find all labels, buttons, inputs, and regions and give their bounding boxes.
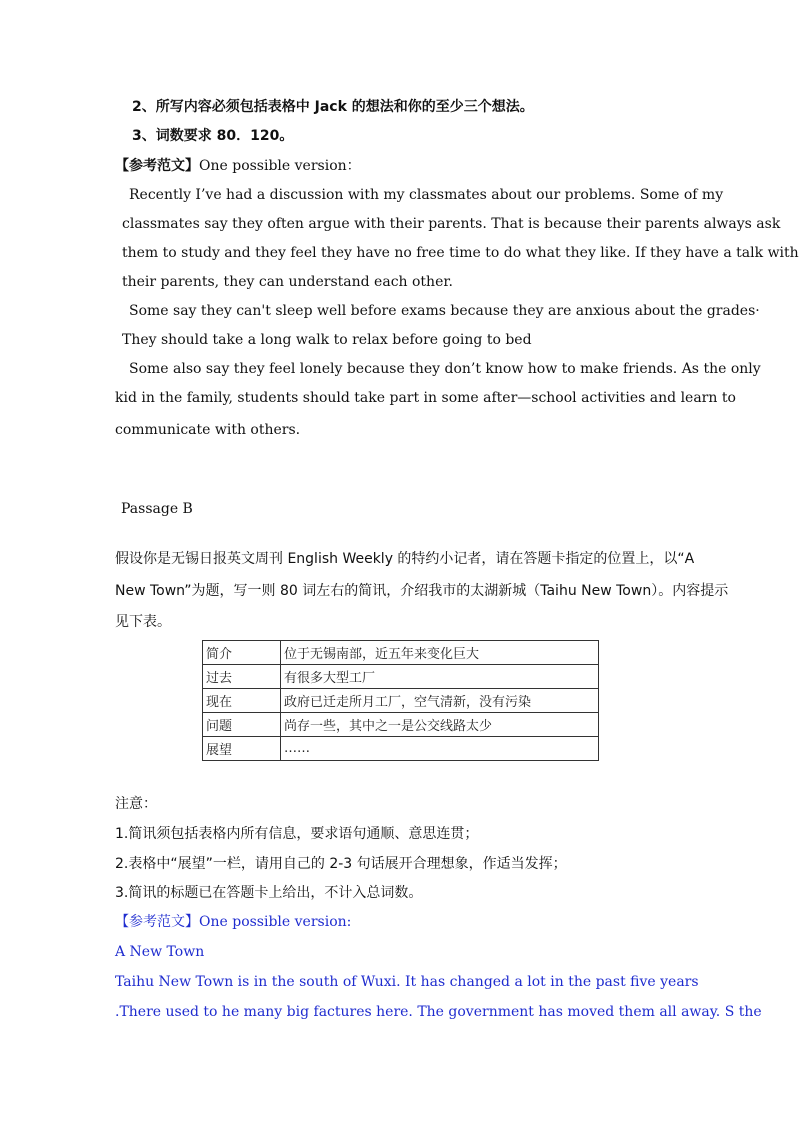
table-key: 简介 — [203, 641, 281, 665]
table-row — [203, 641, 599, 665]
essay-line: They should take a long walk to relax before going to bed — [122, 332, 532, 348]
table-value: 尚存一些，其中之一是公交线路太少 — [281, 713, 599, 737]
table-value: 政府已迁走所月工厂，空气清新，没有污染 — [281, 689, 599, 713]
sample-tag: 【参考范文】 — [115, 158, 199, 174]
essay-line: Some say they can't sleep well before exams because they are anxious about the grades· — [129, 303, 760, 319]
table-key: 展望 — [203, 737, 281, 761]
table-value: …… — [281, 737, 599, 761]
table-value: 位于无锡南部，近五年来变化巨大 — [281, 641, 599, 665]
note-item: 1.简讯须包括表格内所有信息，要求语句通顺、意思连贯； — [115, 826, 479, 842]
sample-label: One possible version: — [199, 914, 352, 930]
requirement-2: 2、所写内容必须包括表格中 Jack 的想法和你的至少三个想法。 — [132, 99, 534, 115]
prompt-line: 见下表。 — [115, 614, 171, 630]
essay-line: Recently I’ve had a discussion with my classmates about our problems. Some of my — [129, 187, 724, 203]
sample-line: .There used to he many big factures here. The government has moved them all away. S the — [115, 1004, 762, 1020]
sample-heading-b — [115, 913, 351, 931]
table-row — [203, 713, 599, 737]
table-row — [203, 689, 599, 713]
content-table — [202, 640, 599, 761]
table-row — [203, 737, 599, 761]
requirement-3: 3、词数要求 80．120。 — [132, 128, 294, 144]
table-row — [203, 665, 599, 689]
essay-line: them to study and they feel they have no free time to do what they like. If they have a talk with — [122, 245, 799, 261]
prompt-line: New Town”为题，写一则 80 词左右的简讯，介绍我市的太湖新城（Taihu New Town）。内容提示 — [115, 583, 729, 599]
notes-title: 注意： — [115, 796, 157, 812]
essay-line: communicate with others. — [115, 422, 301, 438]
table-key: 过去 — [203, 665, 281, 689]
essay-line: their parents, they can understand each other. — [122, 274, 453, 290]
note-item: 2.表格中“展望”一栏，请用自己的 2-3 句话展开合理想象，作适当发挥； — [115, 856, 567, 872]
sample-line: Taihu New Town is in the south of Wuxi. It has changed a lot in the past five years — [115, 974, 699, 990]
passage-title: Passage B — [121, 501, 193, 517]
table-key: 现在 — [203, 689, 281, 713]
note-item: 3.简讯的标题已在答题卡上给出，不计入总词数。 — [115, 885, 423, 901]
sample-heading-a — [115, 157, 361, 175]
sample-label: One possible version： — [199, 158, 361, 174]
essay-line: classmates say they often argue with their parents. That is because their parents always ask — [122, 216, 781, 232]
table-key: 问题 — [203, 713, 281, 737]
prompt-line: 假设你是无锡日报英文周刊 English Weekly 的特约小记者，请在答题卡指定的位置上，以“A — [115, 551, 695, 567]
essay-line: Some also say they feel lonely because they don’t know how to make friends. As the only — [129, 361, 761, 377]
sample-title: A New Town — [115, 944, 205, 960]
essay-line: kid in the family, students should take part in some after—school activities and learn to — [115, 390, 736, 406]
sample-tag: 【参考范文】 — [115, 914, 199, 930]
table-value: 有很多大型工厂 — [281, 665, 599, 689]
